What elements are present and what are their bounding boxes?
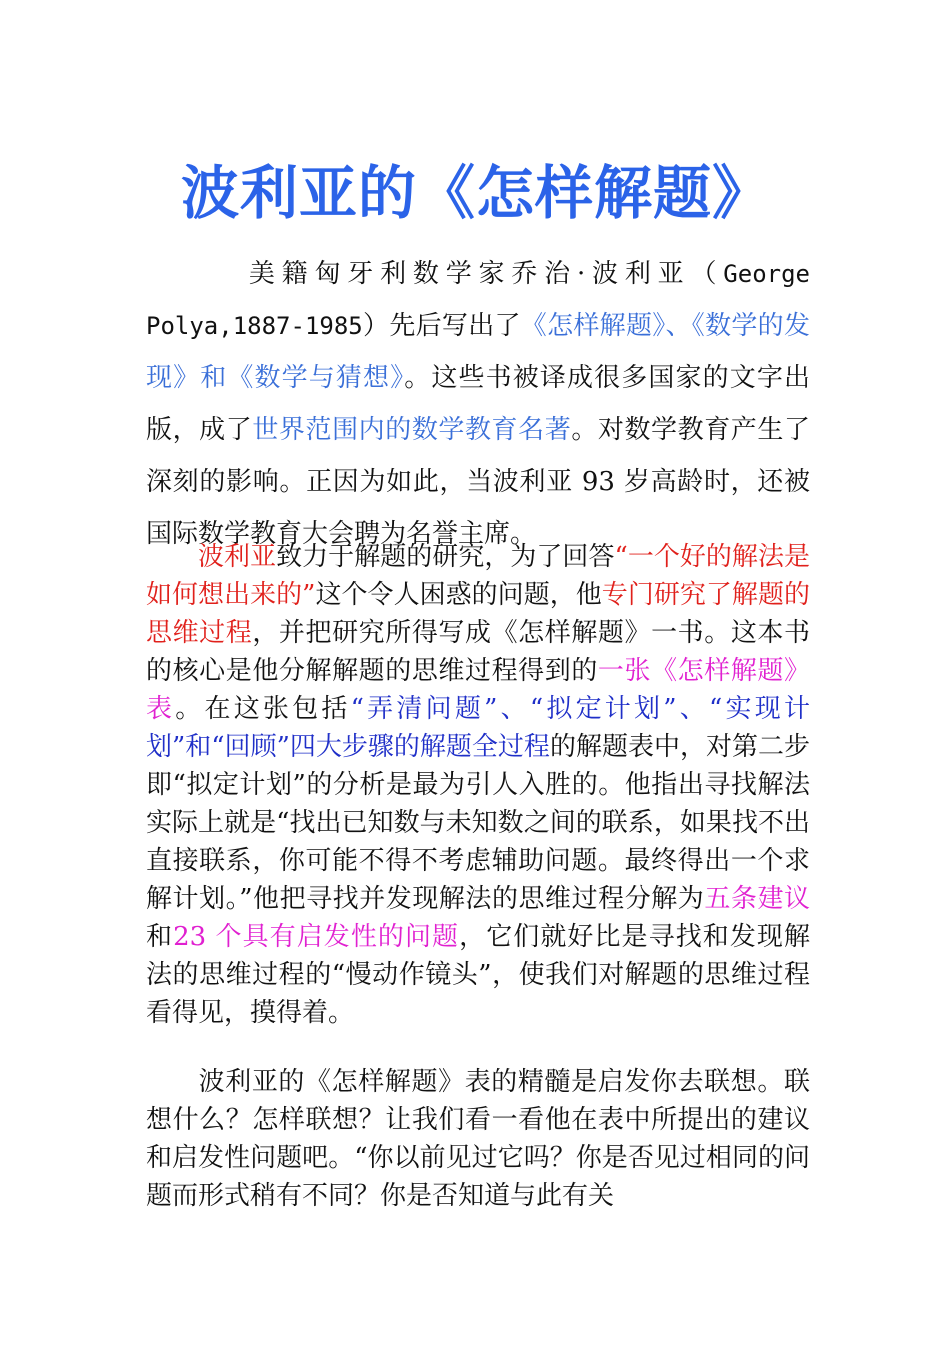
intro-book-titles: 《怎样解题》、《数学的发现》和《数学与猜想》: [146, 311, 810, 393]
research-four-steps: “弄清问题”、“拟定计划”、“实现计划”和“回顾”四大步骤的解题全过程: [146, 694, 810, 762]
research-question: “一个好的解法是如何想出来的”: [146, 542, 810, 610]
research-text-1: 致力于解题的研究，为了回答: [276, 542, 615, 572]
research-text-5: 的解题表中，对第二步即“拟定计划”的分析是最为引人入胜的。他指出寻找解法实际上就是“找出已知数与未知数之间的联系，如果找不出直接联系，你可能不得不考虑辅助问题。最终得出一个求解计划。”他把寻找并发现解法的思维过程分解为: [146, 732, 810, 914]
research-text-3: ，并把研究所得写成《怎样解题》一书。这本书的核心是他分解解题的思维过程得到的: [146, 618, 810, 686]
essence-text: 波利亚的《怎样解题》表的精髓是启发你去联想。联想什么？怎样联想？让我们看一看他在表中所提出的建议和启发性问题吧。“你以前见过它吗？你是否见过相同的问题而形式稍有不同？你是否知道与此有关: [146, 1067, 810, 1211]
page-title: 波利亚的《怎样解题》: [180, 158, 771, 227]
research-text-7: ，它们就好比是寻找和发现解法的思维过程的“慢动作镜头”，使我们对解题的思维过程看得见，摸得着。: [146, 922, 810, 1028]
intro-text-4: 。对数学教育产生了深刻的影响。正因为如此，当波利亚 93 岁高龄时，还被国际数学教育大会聘为名誉主席。: [146, 415, 810, 549]
intro-text-1: 美籍匈牙利数学家乔治·波利亚（: [242, 259, 724, 289]
research-text-6: 和: [146, 922, 174, 952]
intro-text-2: ）先后写出了: [362, 311, 521, 341]
paragraph-research: [146, 538, 810, 1032]
research-name: 波利亚: [198, 542, 277, 572]
research-table-highlight: 一张《怎样解题》表: [146, 656, 810, 724]
paragraph-intro: [146, 248, 810, 560]
research-text-4: 。在这张包括: [175, 694, 351, 724]
research-five-suggestions: 五条建议: [704, 884, 810, 914]
research-23-questions: 23 个具有启发性的问题: [173, 922, 460, 952]
research-text-2: 这个令人困惑的问题，他: [315, 580, 602, 610]
intro-text-3: 。这些书被译成很多国家的文字出版，成了: [146, 363, 810, 445]
intro-highlight-classic: 世界范围内的数学教育名著: [252, 415, 572, 445]
intro-name-dates: George Polya,1887-1985: [146, 260, 810, 340]
paragraph-essence: [146, 1063, 810, 1215]
research-focus: 专门研究了解题的思维过程: [146, 580, 810, 648]
